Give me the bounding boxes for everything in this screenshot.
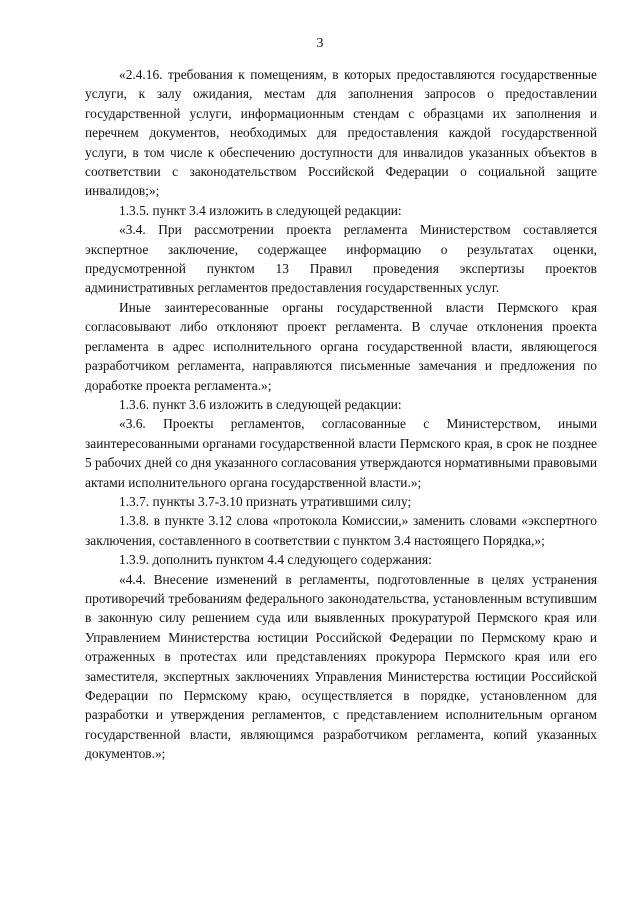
paragraph-3-6: «3.6. Проекты регламентов, согласованные с Министерством, иными заинтересованными органами государственной власти Пермского края, в срок не позднее 5 рабочих дней со дня указанного согласования утверждаются нормативными правовыми актами исполнительного органа государственной власти.»; xyxy=(85,416,597,490)
paragraph-other-bodies: Иные заинтересованные органы государственной власти Пермского края согласовывают либо отклоняют проект регламента. В случае отклонения проекта регламента в адрес исполнительного органа государственной власти, являющегося разработчиком регламента, направляются письменные замечания и предложения по доработке проекта регламента.»; xyxy=(85,299,597,393)
page-number: 3 xyxy=(316,36,324,51)
paragraph-2-4-16: «2.4.16. требования к помещениям, в которых предоставляются государственные услуги, к залу ожидания, местам для заполнения запросов о предоставлении государственной услуги, информационным стендам с образцами их заполнения и перечнем документов, необходимых для предоставления каждой государственной услуги, в том числе к обеспечению доступности для инвалидов указанных объектов в соответствии с законодательством Российской Федерации о социальной защите инвалидов;»; xyxy=(85,67,597,199)
paragraph-1-3-7: 1.3.7. пункты 3.7-3.10 признать утратившими силу; xyxy=(119,493,412,509)
paragraph-1-3-5: 1.3.5. пункт 3.4 изложить в следующей редакции: xyxy=(119,202,402,218)
document-body xyxy=(85,65,597,764)
paragraph-1-3-9: 1.3.9. дополнить пунктом 4.4 следующего содержания: xyxy=(119,552,432,568)
paragraph-1-3-8: 1.3.8. в пункте 3.12 слова «протокола Комиссии,» заменить словами «экспертного заключения, составленного в соответствии с пунктом 3.4 настоящего Порядка,»; xyxy=(85,513,597,548)
paragraph-4-4: «4.4. Внесение изменений в регламенты, подготовленные в целях устранения противоречий требованиям федерального законодательства, установленным вступившим в законную силу решением суда или выявленных прокуратурой Пермского края или Управлением Министерства юстиции Российской Федерации по Пермскому краю и отраженных в протестах или представлениях прокурора Пермского края или его заместителя, экспертных заключениях Управления Министерства юстиции Российской Федерации по Пермскому краю, осуществляется в порядке, установленном для разработки и утверждения регламентов, с представлением исполнительным органом государственной власти, являющимся разработчиком регламента, копий указанных документов.»; xyxy=(85,571,597,762)
paragraph-1-3-6: 1.3.6. пункт 3.6 изложить в следующей редакции: xyxy=(119,396,402,412)
paragraph-3-4: «3.4. При рассмотрении проекта регламента Министерством составляется экспертное заключение, содержащее информацию о результатах оценки, предусмотренной пунктом 13 Правил проведения экспертизы проектов административных регламентов предоставления государственных услуг. xyxy=(85,222,597,296)
